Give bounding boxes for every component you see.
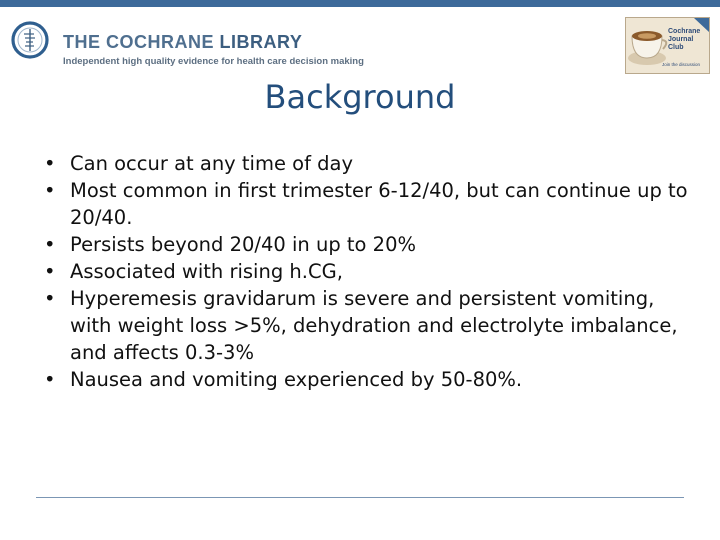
bullet-text: Can occur at any time of day: [70, 152, 354, 175]
brand-name-part2: LIBRARY: [219, 32, 303, 52]
bullet-dot: •: [44, 152, 56, 175]
journal-club-label: [668, 28, 708, 52]
journal-club-line: Cochrane: [668, 28, 701, 35]
journal-club-badge: [625, 17, 710, 74]
bullet-text: Persists beyond 20/40 in up to 20%: [70, 233, 417, 256]
top-accent-bar: [0, 0, 720, 7]
bullet-item: [44, 177, 694, 231]
footer-divider: [36, 497, 684, 498]
bullet-dot: •: [44, 233, 56, 256]
bullet-text: Hyperemesis gravidarum is severe and persistent vomiting, with weight loss >5%, dehydration and electrolyte imbalance, and affects 0.3-3%: [70, 287, 678, 364]
journal-club-line: Journal: [668, 36, 694, 43]
bullet-text: Nausea and vomiting experienced by 50-80%.: [70, 368, 523, 391]
journal-club-line: Club: [668, 44, 684, 51]
brand-name-part1: THE COCHRANE: [63, 32, 220, 52]
brand-tagline: Independent high quality evidence for health care decision making: [63, 56, 364, 67]
slide-title: Background: [264, 78, 456, 116]
bullet-dot: •: [44, 287, 56, 310]
bullet-list: [44, 150, 694, 393]
journal-club-subtext: Join the discussion: [662, 62, 701, 67]
bullet-item: [44, 231, 694, 258]
bullet-item: [44, 366, 694, 393]
bullet-text: Most common in first trimester 6-12/40, but can continue up to 20/40.: [70, 179, 688, 229]
bullet-dot: •: [44, 260, 56, 283]
bullet-item: [44, 258, 694, 285]
cochrane-logo-icon: [11, 21, 49, 59]
bullet-dot: •: [44, 368, 56, 391]
brand-name: [63, 32, 302, 53]
bullet-item: [44, 285, 694, 366]
bullet-dot: •: [44, 179, 56, 202]
bullet-text: Associated with rising h.CG,: [70, 260, 343, 283]
bullet-item: [44, 150, 694, 177]
